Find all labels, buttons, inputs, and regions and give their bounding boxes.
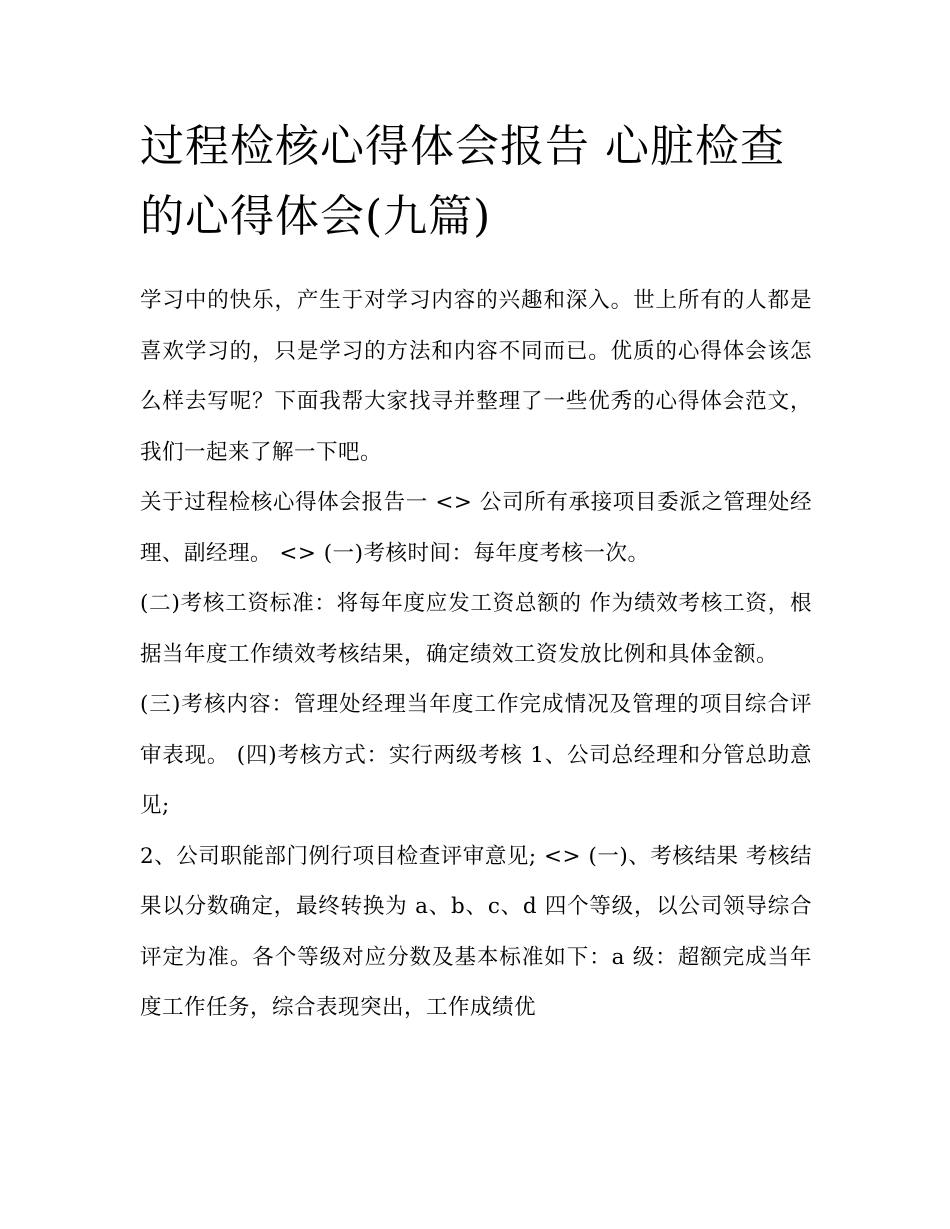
document-body [140, 276, 812, 1034]
paragraph-assessment-content: (三)考核内容：管理处经理当年度工作完成情况及管理的项目综合评审表现。 (四)考核方式：实行两级考核 1、公司总经理和分管总助意见; [140, 692, 812, 818]
paragraph-intro: 学习中的快乐，产生于对学习内容的兴趣和深入。世上所有的人都是喜欢学习的，只是学习的方法和内容不同而已。优质的心得体会该怎么样去写呢？下面我帮大家找寻并整理了一些优秀的心得体会范文，我们一起来了解一下吧。 [140, 288, 812, 465]
paragraph-scope: 关于过程检核心得体会报告一 <> 公司所有承接项目委派之管理处经理、副经理。 <> (一)考核时间：每年度考核一次。 [140, 490, 812, 566]
paragraph-assessment-result: 2、公司职能部门例行项目检查评审意见; <> (一)、考核结果 考核结果以分数确定，最终转换为 a、b、c、d 四个等级，以公司领导综合评定为准。各个等级对应分数及基本标准如下：a 级：超额完成当年度工作任务，综合表现突出，工作成绩优 [140, 843, 812, 1020]
paragraph-salary-standard: (二)考核工资标准：将每年度应发工资总额的 作为绩效考核工资，根据当年度工作绩效考核结果，确定绩效工资发放比例和具体金额。 [140, 591, 812, 667]
document-title: 过程检核心得体会报告 心脏检查的心得体会(九篇) [140, 121, 785, 242]
